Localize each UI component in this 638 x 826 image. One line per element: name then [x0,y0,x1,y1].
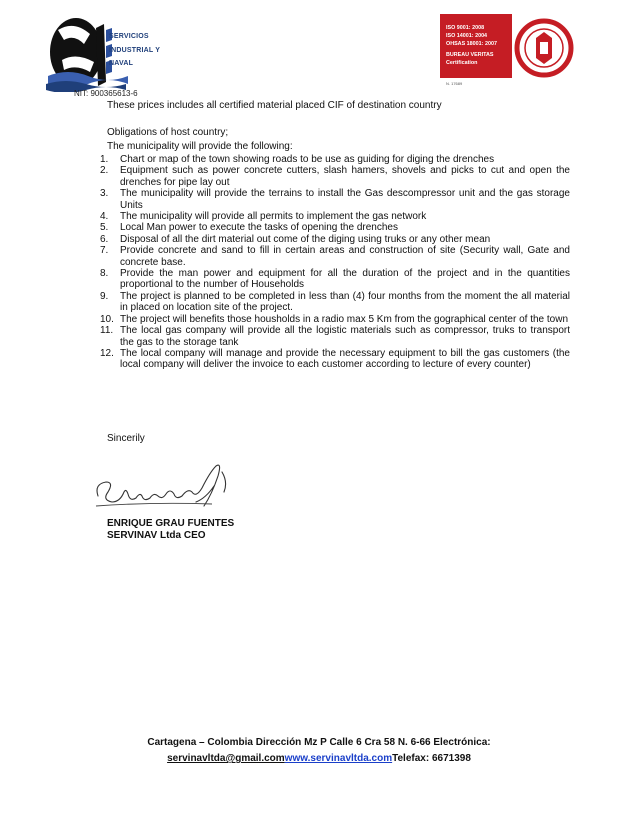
logo-wordmark [109,30,160,71]
signer-name: ENRIQUE GRAU FUENTES [107,518,235,529]
list-item [100,348,570,371]
cert-line: OHSAS 18001: 2007 [446,41,497,47]
item-number: 6. [100,233,109,245]
cert-line: ISO 14001: 2004 [446,33,488,39]
item-number: 1. [100,154,109,165]
item-number: 10. [100,313,114,325]
item-number: 4. [100,211,109,223]
closing-text: Sincerily [107,433,145,444]
item-number: 2. [100,165,109,177]
certification-badge [440,14,570,92]
item-text: Provide the man power and equipment for all the duration of the project and in the quantities proportional to the number of Households [120,268,570,291]
logo-line: NAVAL [109,60,134,67]
footer-website-link[interactable]: www.servinavltda.com [284,753,393,764]
footer-address: Cartagena – Colombia Dirección Mz P Calle 6 Cra 58 N. 6-66 Electrónica: [147,737,491,748]
item-number: 9. [100,290,109,302]
footer-phone: Telefax: 6671398 [392,753,471,764]
item-text: The local company will manage and provide the necessary equipment to bill the gas customers (the local company will deliver the invoice to each customer according to lecture of every counter) [120,347,570,371]
item-text: Local Man power to execute the tasks of opening the drenches [120,222,398,234]
item-number: 7. [100,245,109,257]
intro-text: These prices includes all certified material placed CIF of destination country [107,100,442,111]
list-item [100,165,570,188]
item-text: Provide concrete and sand to fill in certain areas and construction of site (Security wall, Gate and concrete base. [120,245,570,268]
item-number: 8. [100,268,109,280]
list-item [100,234,570,245]
certification-text [446,24,497,67]
logo-line: INDUSTRIAL Y [109,46,161,54]
obligations-lead: The municipality will provide the following: [107,141,293,152]
footer-contact [0,753,638,764]
item-number: 3. [100,188,109,200]
nit-number: NIT: 900365613-6 [74,89,138,98]
item-number: 5. [100,222,109,234]
item-text: Disposal of all the dirt material out come of the diging using truks or any other mean [120,233,491,245]
signer-block [107,518,234,542]
item-text: Chart or map of the town showing roads to be use as guiding for diging the drenches [120,154,495,165]
list-item [100,268,570,291]
bureau-veritas-seal-icon [514,8,574,88]
item-number: 12. [100,347,114,359]
logo-line: SERVICIOS [109,33,149,40]
list-item [100,188,570,211]
cert-line: ISO 9001: 2008 [446,25,485,31]
list-item [100,314,570,325]
list-item [100,291,570,314]
list-item [100,325,570,348]
cert-line: Certification [446,60,478,66]
list-item [100,154,570,165]
handwritten-signature [92,458,242,518]
footer-email-link[interactable]: servinavltda@gmail.com [167,753,285,764]
list-item [100,222,570,233]
item-text: The municipality will provide the terrains to install the Gas descompressor unit and the gas storage Units [120,188,570,211]
item-number: 11. [100,325,114,337]
certification-number: N. 17689 [446,81,463,86]
list-item [100,211,570,222]
obligations-list [100,154,570,371]
cert-line: BUREAU VERITAS [446,52,494,58]
item-text: The project is planned to be completed in less than (4) four months from the moment the all material in placed on location site of the project. [120,290,570,314]
obligations-title: Obligations of host country; [107,127,229,138]
list-item [100,245,570,268]
signer-title: SERVINAV Ltda CEO [107,530,206,541]
item-text: Equipment such as power concrete cutters, slash hamers, shovels and picks to cut and open the drenches for pipe lay out [120,165,570,188]
item-text: The local gas company will provide all the logistic materials such as compressor, truks to transport the gas to the storage tank [120,325,570,348]
item-text: The municipality will provide all permits to implement the gas network [120,211,427,223]
item-text: The project will benefits those housholds in a radio max 5 Km from the gographical center of the town [120,313,569,325]
